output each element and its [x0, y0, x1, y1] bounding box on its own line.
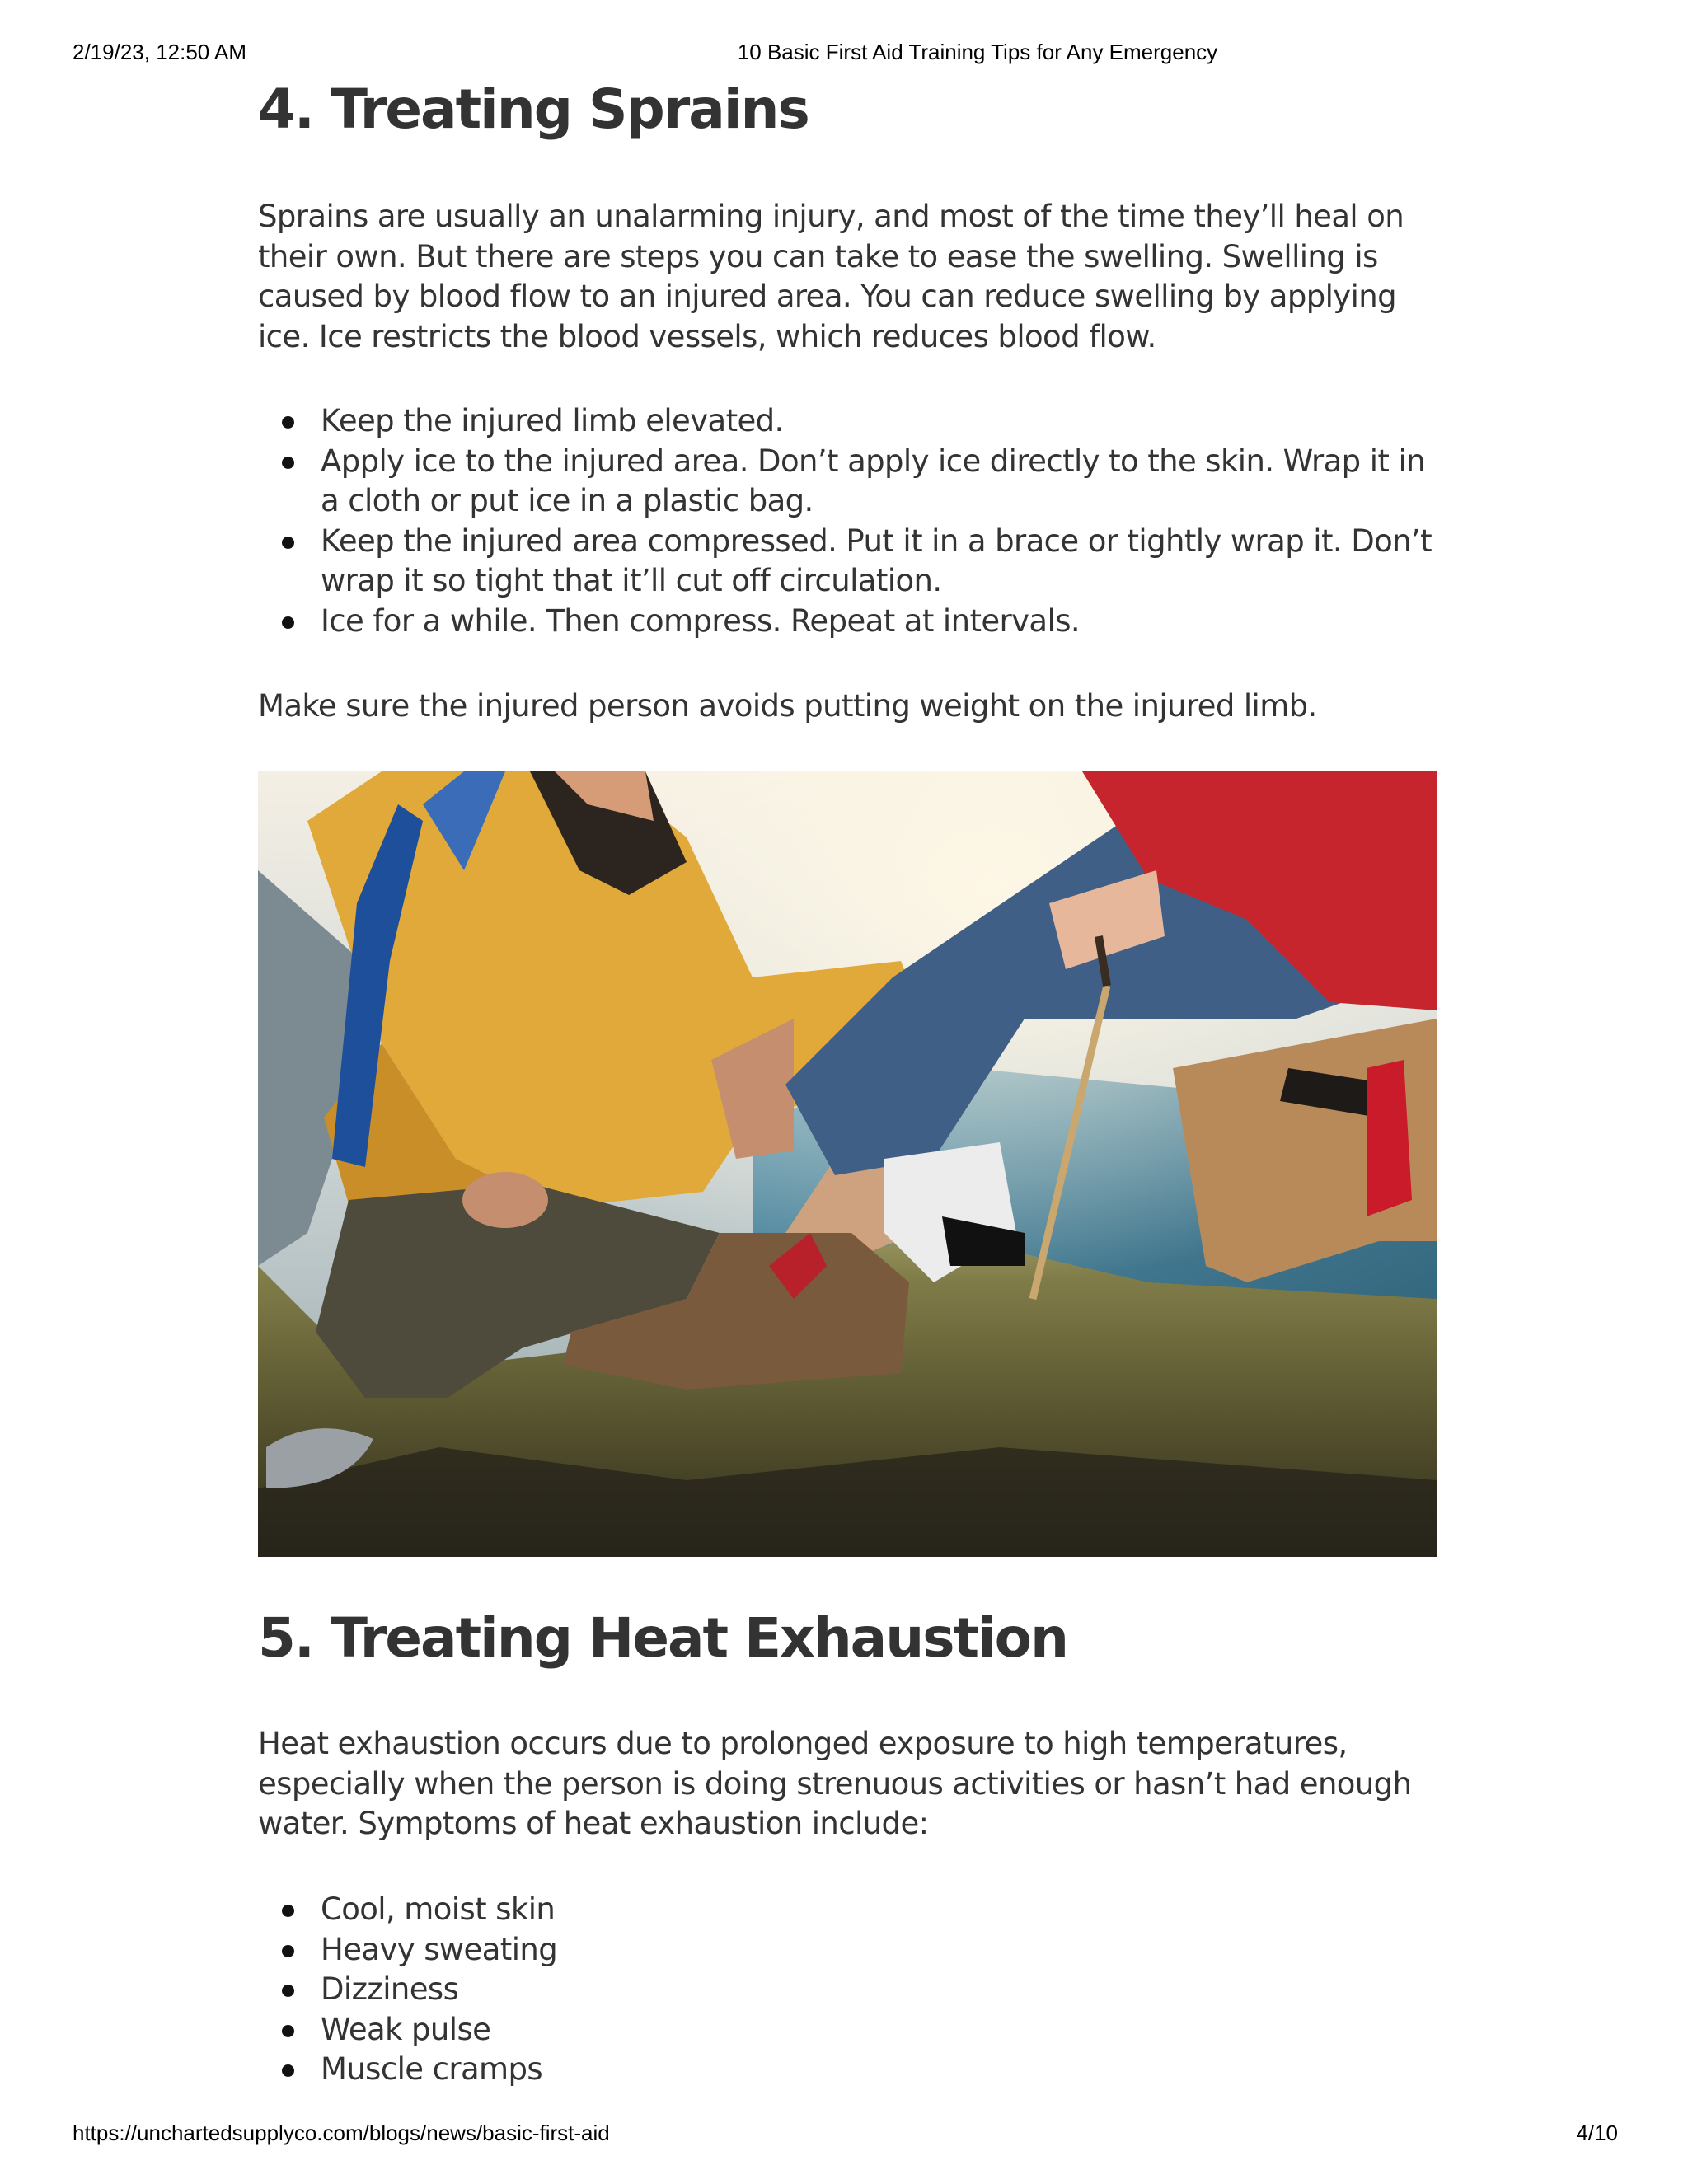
sprains-steps-list [258, 401, 1437, 641]
section-heading-heat-exhaustion: 5. Treating Heat Exhaustion [258, 1606, 1067, 1670]
list-item: Heavy sweating [258, 1930, 1437, 1971]
list-item: Keep the injured area compressed. Put it in a brace or tightly wrap it. Don’t wrap it so tight that it’ll cut off circulation. [258, 522, 1437, 602]
list-item: Muscle cramps [258, 2050, 1437, 2090]
print-url: https://unchartedsupplyco.com/blogs/news/basic-first-aid [73, 2121, 610, 2145]
sprains-intro-paragraph: Sprains are usually an unalarming injury, and most of the time they’ll heal on their own. But there are steps you can take to ease the swelling. Swelling is caused by blood flow to an injured area. You can reduce swelling by applying ice. Ice restricts the blood vessels, which reduces blood flow. [258, 199, 1404, 354]
list-item: Dizziness [258, 1970, 1437, 2010]
section-heading-sprains: 4. Treating Sprains [258, 77, 809, 141]
heat-intro-paragraph: Heat exhaustion occurs due to prolonged exposure to high temperatures, especially when the person is doing strenuous activities or hasn’t had enough water. Symptoms of heat exhaustion include: [258, 1726, 1412, 1841]
list-item: Keep the injured limb elevated. [258, 401, 1437, 442]
sprain-bandaging-photo [258, 771, 1437, 1557]
sprains-closing-paragraph: Make sure the injured person avoids putting weight on the injured limb. [258, 688, 1317, 724]
list-item: Weak pulse [258, 2010, 1437, 2050]
list-item: Ice for a while. Then compress. Repeat at intervals. [258, 602, 1437, 642]
list-item: Apply ice to the injured area. Don’t apply ice directly to the skin. Wrap it in a cloth or put ice in a plastic bag. [258, 442, 1437, 522]
list-item: Cool, moist skin [258, 1890, 1437, 1930]
print-datetime: 2/19/23, 12:50 AM [73, 40, 247, 64]
print-page-indicator: 4/10 [1576, 2121, 1618, 2145]
heat-symptoms-list [258, 1890, 1437, 2090]
print-document-title: 10 Basic First Aid Training Tips for Any Emergency [737, 40, 1218, 64]
